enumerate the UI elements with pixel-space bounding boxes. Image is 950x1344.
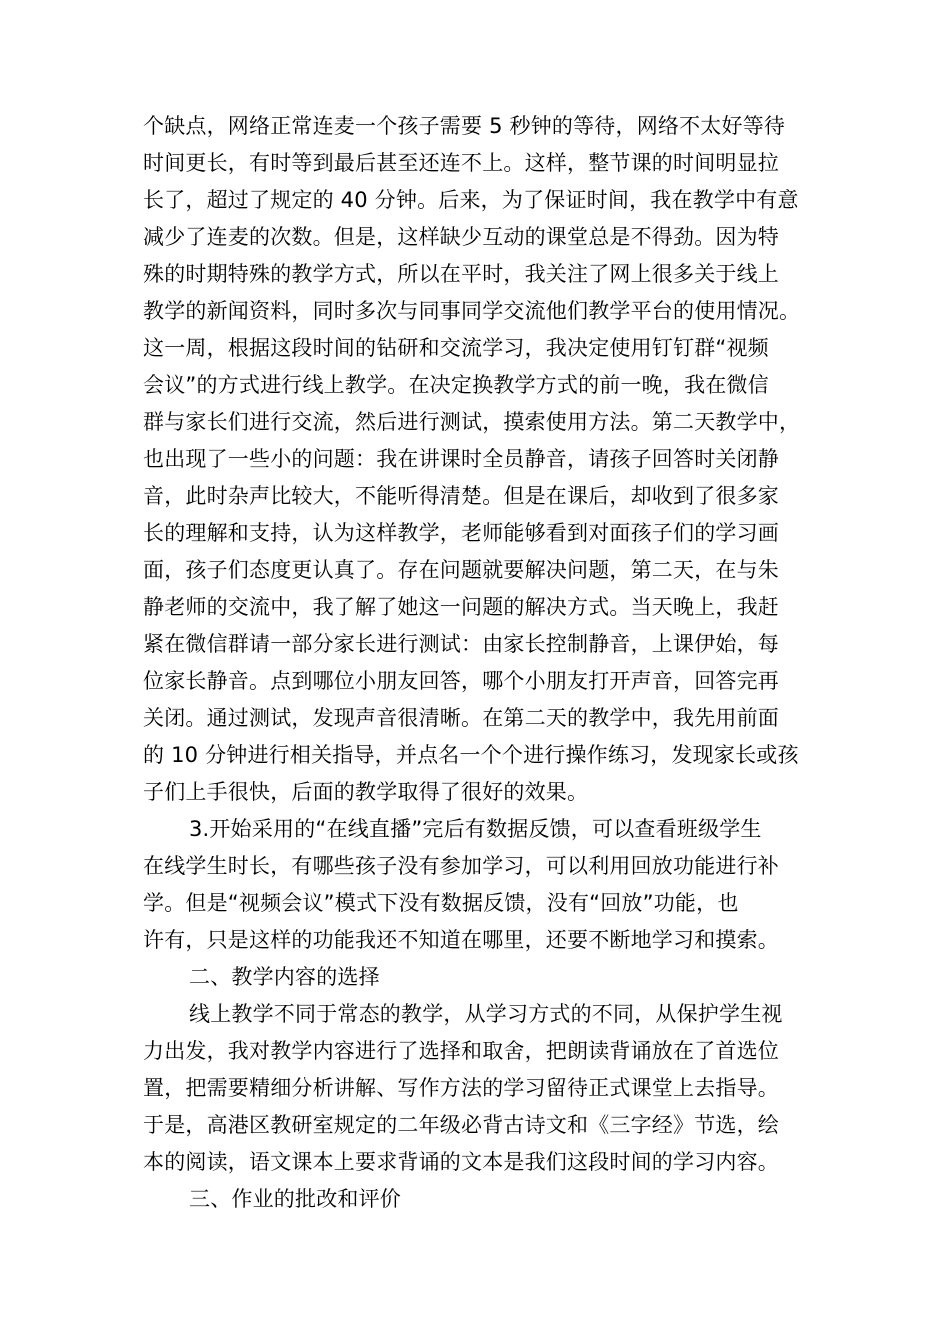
text-line: 也出现了一些小的问题：我在讲课时全员静音，请孩子回答时关闭静 xyxy=(143,447,779,471)
text-line: 在线学生时长，有哪些孩子没有参加学习，可以利用回放功能进行补 xyxy=(143,854,779,878)
text-line: 会议”的方式进行线上教学。在决定换教学方式的前一晚，我在微信 xyxy=(143,373,769,397)
text-line: 于是，高港区教研室规定的二年级必背古诗文和《三字经》节选，绘 xyxy=(143,1113,779,1137)
text-line: 学。但是“视频会议”模式下没有数据反馈，没有“回放”功能，也 xyxy=(143,891,739,915)
text-line: 长的理解和支持，认为这样教学，老师能够看到对面孩子们的学习画 xyxy=(143,521,779,545)
text-line: 这一周，根据这段时间的钻研和交流学习，我决定使用钉钉群“视频 xyxy=(143,336,769,360)
text-line: 群与家长们进行交流，然后进行测试，摸索使用方法。第二天教学中， xyxy=(143,410,801,434)
text-line: 长了，超过了规定的 40 分钟。后来，为了保证时间，我在教学中有意 xyxy=(143,188,799,212)
text-line: 力出发，我对教学内容进行了选择和取舍，把朗读背诵放在了首选位 xyxy=(143,1039,779,1063)
text-line: 许有，只是这样的功能我还不知道在哪里，还要不断地学习和摸索。 xyxy=(143,928,779,952)
text-line: 子们上手很快，后面的教学取得了很好的效果。 xyxy=(143,780,589,804)
text-line: 置，把需要精细分析讲解、写作方法的学习留待正式课堂上去指导。 xyxy=(143,1076,779,1100)
text-line: 的 10 分钟进行相关指导，并点名一个个进行操作练习，发现家长或孩 xyxy=(143,743,799,767)
section-heading: 三、作业的批改和评价 xyxy=(189,1187,401,1211)
text-line: 本的阅读，语文课本上要求背诵的文本是我们这段时间的学习内容。 xyxy=(143,1150,779,1174)
text-line: 殊的时期特殊的教学方式，所以在平时，我关注了网上很多关于线上 xyxy=(143,262,779,286)
text-line: 音，此时杂声比较大，不能听得清楚。但是在课后，却收到了很多家 xyxy=(143,484,779,508)
section-heading: 二、教学内容的选择 xyxy=(189,965,380,989)
text-line: 面，孩子们态度更认真了。存在问题就要解决问题，第二天，在与朱 xyxy=(143,558,779,582)
text-line: 个缺点，网络正常连麦一个孩子需要 5 秒钟的等待，网络不太好等待 xyxy=(143,114,786,138)
document-body xyxy=(143,108,843,1218)
paragraph-start-line: 3.开始采用的“在线直播”完后有数据反馈，可以查看班级学生 xyxy=(189,817,762,841)
text-line: 紧在微信群请一部分家长进行测试：由家长控制静音，上课伊始，每 xyxy=(143,632,779,656)
paragraph-start-line: 线上教学不同于常态的教学，从学习方式的不同，从保护学生视 xyxy=(189,1002,783,1026)
text-line: 关闭。通过测试，发现声音很清晰。在第二天的教学中，我先用前面 xyxy=(143,706,779,730)
text-line: 教学的新闻资料，同时多次与同事同学交流他们教学平台的使用情况。 xyxy=(143,299,801,323)
text-line: 静老师的交流中，我了解了她这一问题的解决方式。当天晚上，我赶 xyxy=(143,595,779,619)
text-line: 减少了连麦的次数。但是，这样缺少互动的课堂总是不得劲。因为特 xyxy=(143,225,779,249)
text-line: 位家长静音。点到哪位小朋友回答，哪个小朋友打开声音，回答完再 xyxy=(143,669,779,693)
text-line: 时间更长，有时等到最后甚至还连不上。这样，整节课的时间明显拉 xyxy=(143,151,779,175)
